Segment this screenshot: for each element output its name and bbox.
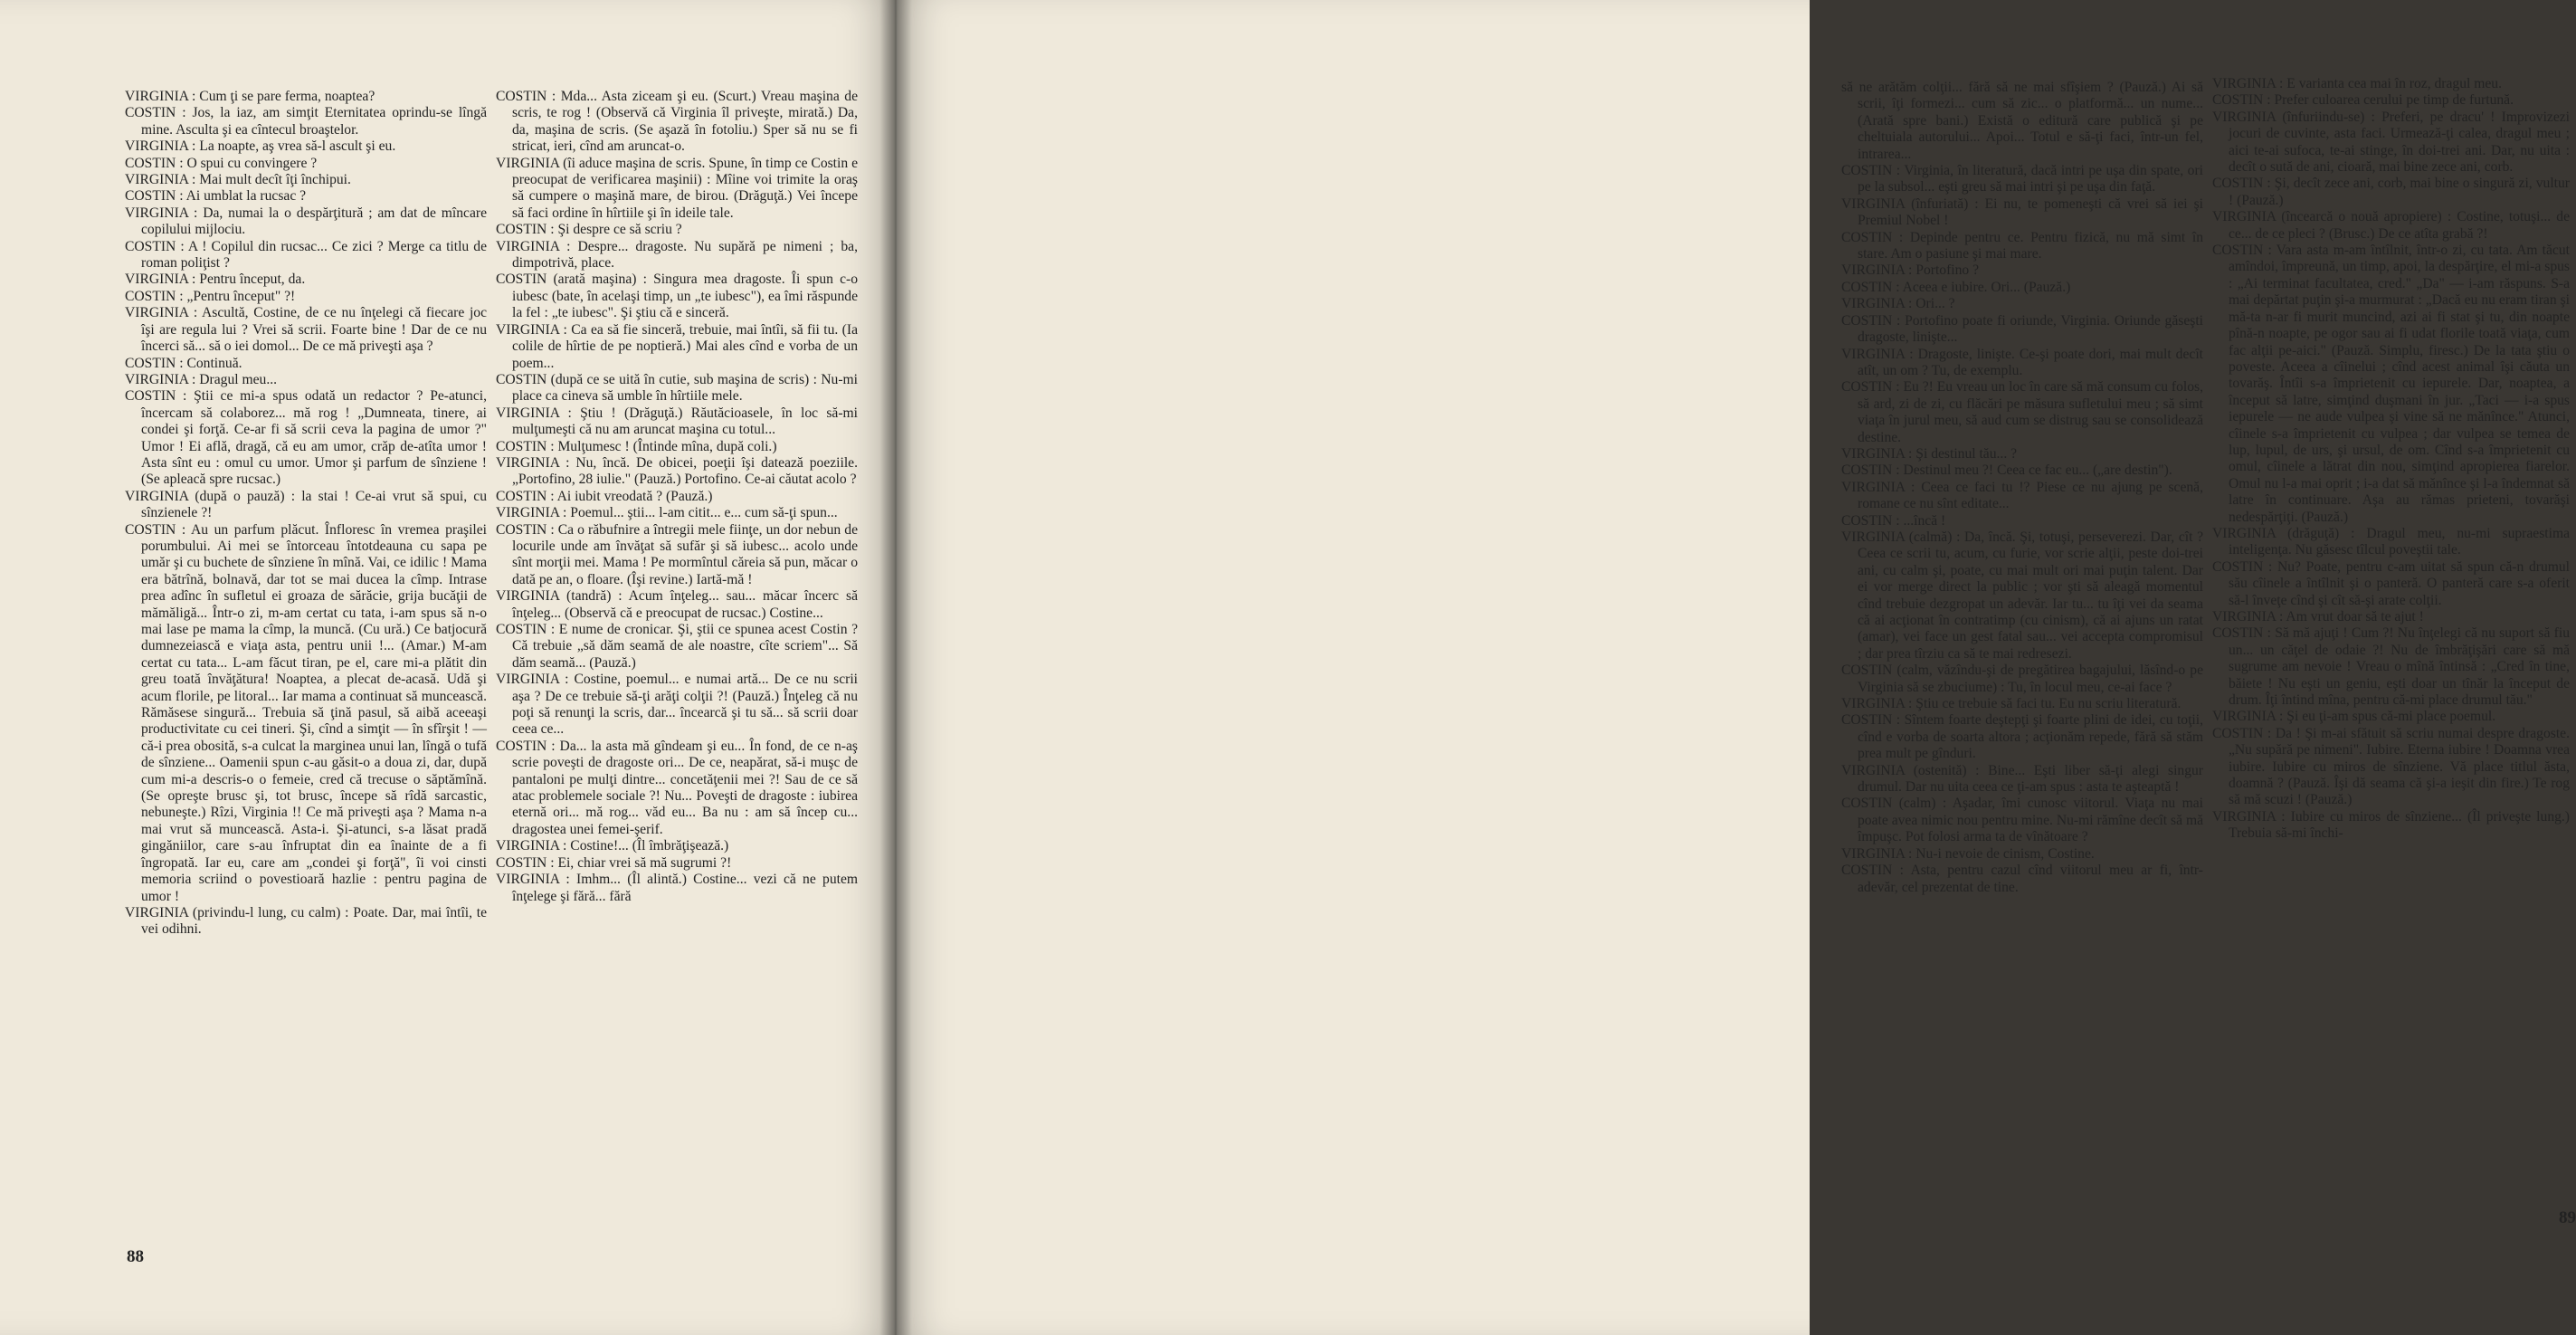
dialogue-paragraph: VIRGINIA : Poemul... ştii... l-am citit... e... cum să-ţi spun... xyxy=(496,505,838,521)
right-page-column-1 xyxy=(1841,80,2203,896)
dialogue-paragraph: COSTIN : Mda... Asta ziceam şi eu. (Scurt.) Vreau maşina de scris, te rog ! (Observă că Virginia îl priveşte, mirată.) Da, da, maşina de scris. (Se aşază în fotoliu.) Sper să nu se fi stricat, ieri, cînd am aruncat-o. xyxy=(496,89,858,155)
dialogue-paragraph: VIRGINIA (înfuriindu-se) : Preferi, pe dracu' ! Improvizezi jocuri de cuvinte, asta faci. Urmează-ţi calea, dragul meu ; aici te-ai sufoca, te-ai stinge, în doi-trei ani. Dar, nu uita : decît o sută de ani, cioară, mai bine zece ani, corb. xyxy=(2212,109,2570,176)
dialogue-paragraph: COSTIN (calm, văzîndu-şi de pregătirea bagajului, lăsînd-o pe Virginia să se zbuciume) : Tu, în locul meu, ce-ai face ? xyxy=(1841,663,2203,695)
dialogue-paragraph: VIRGINIA : Am vrut doar să te ajut ! xyxy=(2212,609,2424,625)
dialogue-paragraph: VIRGINIA : La noapte, aş vrea să-l ascult şi eu. xyxy=(125,138,396,155)
page-number-right: 89 xyxy=(2559,1208,2576,1227)
dialogue-paragraph: VIRGINIA : Dragoste, linişte. Ce-şi poate dori, mai mult decît atît, un om ? Tu, de exemplu. xyxy=(1841,346,2203,378)
dialogue-paragraph: COSTIN : Şi despre ce să scriu ? xyxy=(496,222,682,238)
dialogue-paragraph: VIRGINIA (înfuriată) : Ei nu, te pomeneşti că vrei să iei şi Premiul Nobel ! xyxy=(1841,195,2203,229)
dialogue-paragraph: COSTIN : Virginia, în literatură, dacă intri pe uşa din spate, ori pe la subsol... eşti greu să mai intri şi pe uşa din faţă. xyxy=(1841,163,2203,195)
left-page xyxy=(0,0,896,1335)
dialogue-paragraph: VIRGINIA : Ascultă, Costine, de ce nu înţelegi că fiecare joc îşi are regula lui ? Vrei să scrii. Foarte bine ! Dar de ce nu încerci să... să o iei domol... De ce mă priveşti aşa ? xyxy=(125,305,487,355)
dialogue-paragraph: COSTIN : A ! Copilul din rucsac... Ce zici ? Merge ca titlu de roman poliţist ? xyxy=(125,238,487,272)
dialogue-paragraph: COSTIN : Aceea e iubire. Ori... (Pauză.) xyxy=(1841,279,2071,295)
dialogue-paragraph: VIRGINIA : Nu, încă. De obicei, poeţii îşi datează poeziile. „Portofino, 28 iulie." (Pauză.) Portofino. Ce-ai căutat acolo ? xyxy=(496,454,858,488)
dialogue-paragraph: VIRGINIA : Ştiu ce trebuie să faci tu. Eu nu scriu literatură. xyxy=(1841,696,2182,712)
left-page-column-1 xyxy=(125,89,487,939)
dialogue-paragraph: VIRGINIA : Da, numai la o despărţitură ; am dat de mîncare copilului mijlociu. xyxy=(125,205,487,238)
dialogue-paragraph: VIRGINIA (îi aduce maşina de scris. Spune, în timp ce Costin e preocupat de verificarea maşinii) : Mîine voi trimite la oraş să cumpere o maşină mare, de birou. (Drăguţă.) Vei începe să faci ordine în hîrtiile şi în ideile tale. xyxy=(496,155,858,221)
dialogue-paragraph: COSTIN : Ai iubit vreodată ? (Pauză.) xyxy=(496,488,713,504)
dialogue-paragraph: VIRGINIA (tandră) : Acum înţeleg... sau... măcar încerc să înţeleg... (Observă că e preocupat de rucsac.) Costine... xyxy=(496,588,858,621)
dialogue-paragraph: VIRGINIA : Dragul meu... xyxy=(125,371,278,387)
dialogue-paragraph: COSTIN : O spui cu convingere ? xyxy=(125,155,318,171)
dialogue-paragraph: VIRGINIA : Şi destinul tău... ? xyxy=(1841,445,2018,462)
dialogue-paragraph: COSTIN : Nu? Poate, pentru c-am uitat să spun că-n drumul său cîinele a întîlnit şi o panteră. O panteră care s-a oferit să-l înveţe cînd şi cît să-şi arate colţii. xyxy=(2212,558,2570,608)
dialogue-paragraph: COSTIN : Şi, decît zece ani, corb, mai bine o singură zi, vultur ! (Pauză.) xyxy=(2212,176,2570,208)
dialogue-paragraph: VIRGINIA : Ceea ce faci tu !? Piese ce nu ajung pe scenă, romane ce nu sînt editate... xyxy=(1841,479,2203,512)
dialogue-paragraph: COSTIN : Da... la asta mă gîndeam şi eu... În fond, de ce n-aş scrie poveşti de dragoste ori... De ce, neapărat, să-i muşc de pantaloni pe mulţi dintre... concetăţenii mei ?! Sau de ce să atac problemele sociale ?! Nu... Poveşti de dragoste : iubirea eternă ori... mă rog... văd eu... Ba nu : am să încep cu... dragostea unei femei-şerif. xyxy=(496,738,858,837)
dialogue-paragraph: COSTIN : Da ! Şi m-ai sfătuit să scriu numai despre dragoste. „Nu supără pe nimeni". Iubire. Eterna iubire ! Doamna vrea iubire. Iubire cu miros de sînziene. Vă place titlul ăsta, doamnă ? (Pauză. Îşi dă seama că şi-a ieşit din fire.) Te rog să mă scuzi ! (Pauză.) xyxy=(2212,725,2570,808)
dialogue-paragraph: să ne arătăm colţii... fără să ne mai sfîşiem ? (Pauză.) Ai să scrii, îţi formezi... cum să zic... o platformă... un nume... (Arată spre bani.) Există o editură care publică şi pe cheltuiala autorului... Apoi... Totul e să-ţi faci, într-un fel, intrarea... xyxy=(1841,80,2203,162)
dialogue-paragraph: VIRGINIA : Portofino ? xyxy=(1841,262,1980,279)
dialogue-paragraph: COSTIN : Ei, chiar vrei să mă sugrumi ?! xyxy=(496,854,732,871)
page-number-left: 88 xyxy=(127,1247,144,1266)
dialogue-paragraph: COSTIN : Ca o răbufnire a întregii mele fiinţe, un dor nebun de locurile unde am învăţat să sufăr şi să iubesc... acolo unde sînt morţii mei. Mama ! Pe mormîntul căreia să pun, măcar o dată pe an, o floare. (Îşi revine.) Iartă-mă ! xyxy=(496,521,858,587)
dialogue-paragraph: COSTIN : Depinde pentru ce. Pentru fizică, nu mă simt în stare. Am o pasiune şi mai mare. xyxy=(1841,229,2203,262)
dialogue-paragraph: COSTIN : „Pentru început" ?! xyxy=(125,288,296,304)
dialogue-paragraph: COSTIN : Sîntem foarte deştepţi şi foarte plini de idei, cu toţii, cînd e vorba de soarta altora ; acţionăm repede, fără să stăm prea mult pe gînduri. xyxy=(1841,712,2203,762)
dialogue-paragraph: COSTIN : Asta, pentru cazul cînd viitorul meu ar fi, într-adevăr, cel prezentat de tine. xyxy=(1841,863,2203,895)
dialogue-paragraph: COSTIN : Eu ?! Eu vreau un loc în care să mă consum cu folos, să ard, zi de zi, cu flăcări pe măsura sufletului meu ; să simt viaţa în jurul meu, să aud cum se distrug sau se consolidează destine. xyxy=(1841,379,2203,445)
dialogue-paragraph: COSTIN : ...încă ! xyxy=(1841,512,1946,529)
dialogue-paragraph: VIRGINIA : Pentru început, da. xyxy=(125,272,306,288)
book-gutter xyxy=(879,0,912,1335)
dialogue-paragraph: VIRGINIA (calmă) : Da, încă. Şi, totuşi, perseverezi. Dar, cît ? Ceea ce scrii tu, acum, cu furie, vor scrie alţii, peste doi-trei ani, cu calm şi, poate, cu mai mult ori mai puţin talent. Dar ei vor merge direct la public ; vor şti să aleagă momentul cînd trebuie dezgropat un adevăr. Iar tu... tu îţi vei da seama că ai acţionat în contratimp (cu cinism), că ai ajuns un ratat (amar), vei face un gest fatal sau... vei accepta compromisul ; dar prea tîrziu ca să te mai redresezi. xyxy=(1841,529,2203,662)
dialogue-paragraph: COSTIN (calm) : Aşadar, îmi cunosc viitorul. Viaţa nu mai poate avea nimic nou pentru mine. Nu-mi rămîne decît să mă împuşc. Pot folosi arma ta de vînătoare ? xyxy=(1841,796,2203,845)
dialogue-paragraph: VIRGINIA (privindu-l lung, cu calm) : Poate. Dar, mai întîi, te vei odihni. xyxy=(125,904,487,938)
dialogue-paragraph: VIRGINIA (încearcă o nouă apropiere) : Costine, totuşi... de ce... de ce pleci ? (Brusc.) De ce atîta grabă ?! xyxy=(2212,209,2570,242)
dialogue-paragraph: COSTIN : Prefer culoarea cerului pe timp de furtună. xyxy=(2212,92,2514,109)
right-page-column-2 xyxy=(2212,76,2570,843)
dialogue-paragraph: VIRGINIA (drăguţă) : Dragul meu, nu-mi supraestima inteligenţa. Nu găsesc tîlcul poveştii tale. xyxy=(2212,525,2570,558)
dialogue-paragraph: VIRGINIA : E varianta cea mai în roz, dragul meu. xyxy=(2212,76,2502,91)
dialogue-paragraph: VIRGINIA (după o pauză) : la stai ! Ce-ai vrut să spui, cu sînzienele ?! xyxy=(125,488,487,521)
dialogue-paragraph: VIRGINIA : Nu-i nevoie de cinism, Costine. xyxy=(1841,845,2095,862)
dialogue-paragraph: VIRGINIA : Imhm... (Îl alintă.) Costine... vezi că ne putem înţelege şi fără... fără xyxy=(496,872,858,904)
right-page xyxy=(896,0,2576,1335)
dialogue-paragraph: VIRGINIA : Ştiu ! (Drăguţă.) Răutăcioasele, în loc să-mi mulţumeşti că nu am aruncat maşina cu totul... xyxy=(496,405,858,438)
dialogue-paragraph: VIRGINIA : Cum ţi se pare ferma, noaptea? xyxy=(125,89,375,104)
dialogue-paragraph: COSTIN : Ştii ce mi-a spus odată un redactor ? Pe-atunci, încercam să colaborez... mă rog ! „Dumneata, tinere, ai condei şi forţă. Ce-ar fi să scrii ceva la pagina de umor ?" Umor ! Ei află, dragă, că eu am umor, crăp de-atîta umor ! Asta sînt eu : omul cu umor. Umor şi parfum de sînziene ! (Se apleacă spre rucsac.) xyxy=(125,388,487,488)
dialogue-paragraph: COSTIN (după ce se uită în cutie, sub maşina de scris) : Nu-mi place ca cineva să umble în hîrtiile mele. xyxy=(496,371,858,405)
dialogue-paragraph: COSTIN : Destinul meu ?! Ceea ce fac eu... („are destin"). xyxy=(1841,462,2172,479)
dialogue-paragraph: COSTIN : Să mă ajuţi ! Cum ?! Nu înţelegi că nu suport să fiu un... un căţel de odaie ?! Nu de îmbrăţişări care să mă sugrume am nevoie ! Vreau o mînă întinsă : „Cred în tine, băiete ! Nu eşti un geniu, eşti doar un tînăr la început de drum. Îţi întind mîna, pentru că-mi place drumul tău." xyxy=(2212,625,2570,709)
dialogue-paragraph: COSTIN : Mulţumesc ! (Întinde mîna, după coli.) xyxy=(496,438,777,454)
dialogue-paragraph: VIRGINIA : Şi eu ţi-am spus că-mi place poemul. xyxy=(2212,709,2496,725)
dialogue-paragraph: VIRGINIA : Ca ea să fie sinceră, trebuie, mai întîi, să fii tu. (Ia colile de hîrtie de pe noptieră.) Mai ales cînd e vorba de un poem... xyxy=(496,321,858,371)
dialogue-paragraph: VIRGINIA : Mai mult decît îţi închipui. xyxy=(125,172,351,188)
left-page-column-2 xyxy=(496,89,858,905)
dialogue-paragraph: VIRGINIA : Costine, poemul... e numai artă... De ce nu scrii aşa ? De ce trebuie să-ţi arăţi colţii ?! (Pauză.) Înţeleg că nu poţi să renunţi la scris, dar... încearcă şi tu să... să scrii doar ceea ce... xyxy=(496,672,858,738)
dialogue-paragraph: COSTIN : E nume de cronicar. Şi, ştii ce spunea acest Costin ? Că trebuie „să dăm seamă de ale noastre, cîte scriem"... Să dăm seamă... (Pauză.) xyxy=(496,622,858,671)
dialogue-paragraph: COSTIN (arată maşina) : Singura mea dragoste. Îi spun c-o iubesc (bate, în acelaşi timp, un „te iubesc"), ea îmi răspunde la fel : „te iubesc". Şi ştiu că e sinceră. xyxy=(496,272,858,321)
dialogue-paragraph: COSTIN : Vara asta m-am întîlnit, într-o zi, cu tata. Am tăcut amîndoi, împreună, un timp, apoi, la despărţire, el mi-a spus : „Ai terminat facultatea, cred." „Da" — i-am răspuns. S-a mai depărtat puţin şi-a murmurat : „Dacă eu nu eram tiran şi mă-ta n-ar fi murit muncind, azi ai fi stat şi tu, din noapte pînă-n noapte, pe ogor sau ai fi udat florile toată viaţa, cum fac alţii pe-aici." (Pauză. Simplu, firesc.) De la tata ştiu o poveste. Aceea a cîinelui ; cînd acest animal îşi căuta un tovarăş. Întîi s-a împrietenit cu iepurele. Dar, noaptea, a început să latre, simţind duşmani în jur. „Taci — i-a spus iepurele — ne aude vulpea şi vine să ne mănînce." Atunci, cîinele s-a împrietenit cu vulpea ; dar vulpea se temea de lup, lupul, de urs, şi ursul, de om. Cînd s-a împrietenit cu omul, cîinele a lătrat din nou, simţind apropierea fiarelor. Omul nu l-a mai oprit ; i-a dat să mănînce şi l-a îndemnat să latre în continuare. Aşa au rămas prieteni, tovarăşi nedespărţiţi. (Pauză.) xyxy=(2212,243,2570,525)
dialogue-paragraph: COSTIN : Jos, la iaz, am simţit Eternitatea oprindu-se lîngă mine. Asculta şi ea cîntecul broaştelor. xyxy=(125,105,487,138)
dialogue-paragraph: COSTIN : Au un parfum plăcut. Înfloresc în vremea praşilei porumbului. Ai mei se întorceau întotdeauna cu sapa pe umăr şi cu buchete de sînziene în mînă. Vai, ce idilic ! Mama era bătrînă, bolnavă, dar tot se mai ducea la cîmp. Intrase prea adînc în sufletul ei groaza de sărăcie, grija bucăţii de mămăligă... Într-o zi, m-am certat cu tata, i-am spus să n-o mai lase pe mama la cîmp, la muncă. (Cu ură.) Ce batjocură dumnezeiască e viaţa asta, pentru unii !... (Amar.) M-am certat cu tata... L-am făcut tiran, pe el, care mi-a plătit din greu toată învăţătura! Noaptea, a plecat de-acasă. Udă şi acum florile, pe litoral... Iar mama a continuat să muncească. Rămăsese singură... Trebuia să ţină pasul, să aibă aceeaşi productivitate cu cei tineri. Şi, cînd a simţit — în sfîrşit ! — că-i prea obosită, s-a culcat la marginea unui lan, lîngă o tufă de sînziene... Oamenii spun c-au găsit-o a doua zi, dar, după cum mi-a descris-o o femeie, cred că trecuse o săptămînă. (Se opreşte brusc şi, tot brusc, începe să rîdă sarcastic, nebuneşte.) Rîzi, Virginia !! Ce mă priveşti aşa ? Mama n-a mai vrut să muncească. Asta-i. Şi-atunci, s-a lăsat pradă gingăniilor, care s-au înfruptat din ea înainte de a fi îngropată. Iar eu, care am „condei şi forţă", îi voi cinsti memoria scriind o povestioară hazlie : pentru pagina de umor ! xyxy=(125,521,487,904)
dialogue-paragraph: VIRGINIA (ostenită) : Bine... Eşti liber să-ţi alegi singur drumul. Dar nu uita ceea ce ţi-am spus : asta te aşteaptă ! xyxy=(1841,762,2203,796)
dialogue-paragraph: VIRGINIA : Ori... ? xyxy=(1841,296,1955,312)
dialogue-paragraph: COSTIN : Ai umblat la rucsac ? xyxy=(125,188,307,205)
dialogue-paragraph: COSTIN : Continuă. xyxy=(125,355,242,371)
dialogue-paragraph: VIRGINIA : Costine!... (Îl îmbrăţişează.) xyxy=(496,838,729,854)
dialogue-paragraph: COSTIN : Portofino poate fi oriunde, Virginia. Oriunde găseşti dragoste, linişte... xyxy=(1841,312,2203,346)
dialogue-paragraph: VIRGINIA : Iubire cu miros de sînziene... (Îl priveşte lung.) Trebuia să-mi închi- xyxy=(2212,808,2570,842)
dialogue-paragraph: VIRGINIA : Despre... dragoste. Nu supără pe nimeni ; ba, dimpotrivă, place. xyxy=(496,238,858,272)
